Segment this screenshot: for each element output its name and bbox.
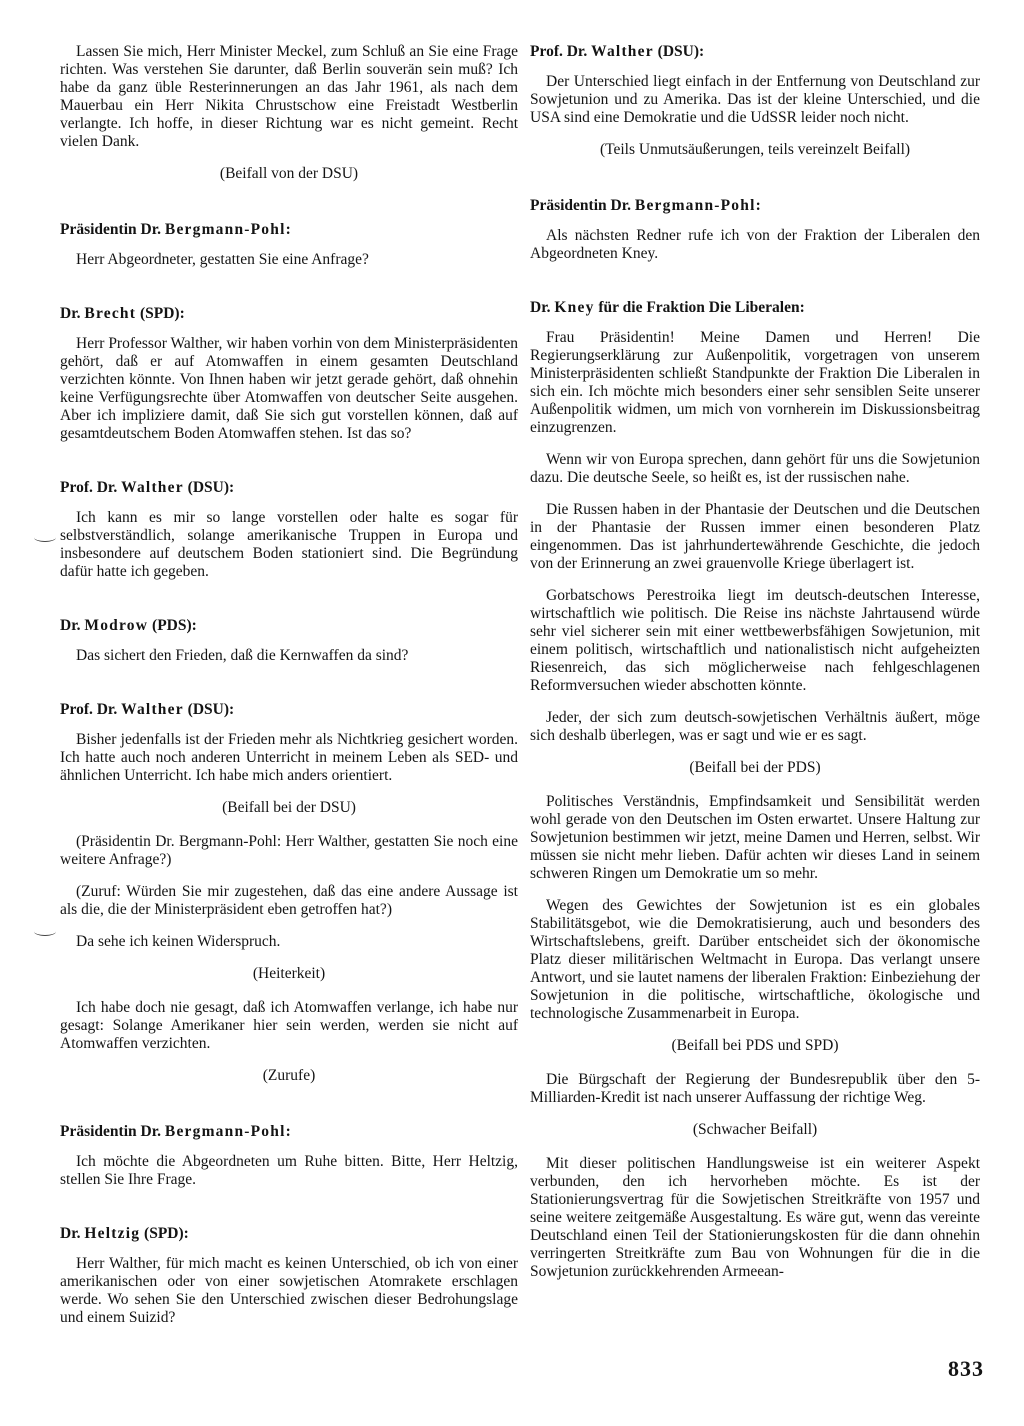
paragraph: Ich kann es mir so lange vorstellen oder halte es sogar für selbstverständlich, solange amerikanische Truppen in Europa und insbesondere auf deutschem Boden stationiert sind. Die Begründung dafür hatte ich gegeben. — [60, 509, 518, 580]
speaker-heading — [60, 221, 518, 239]
interjection: (Zurufe) — [262, 1067, 316, 1084]
margin-mark — [34, 927, 56, 936]
spacer — [60, 457, 518, 479]
speaker-heading — [530, 197, 980, 215]
speaker-title: Präsidentin Dr. — [60, 1123, 165, 1140]
paragraph: Jeder, der sich zum deutsch-sowjetischen Verhältnis äußert, möge sich deshalb überlegen, was er sagt und wie er es sagt. — [530, 709, 980, 744]
speaker-affiliation: (DSU): — [183, 479, 235, 496]
spacer — [530, 175, 980, 197]
paragraph: Politisches Verständnis, Empfindsamkeit und Sensibilität werden wohl gerade von den Deutschen im Osten erwartet. Unsere Haltung zur Sowjetunion bestimmen wir jetzt, meine Damen und Herren, selbst. Wir müssen sie nicht mehr lieben. Dafür achten wir dieses Land in seinem schweren Ringen um Demokratie um so mehr. — [530, 793, 980, 882]
speaker-title: Dr. — [60, 305, 85, 322]
interjection: (Beifall bei der DSU) — [222, 799, 356, 816]
speaker-name: Walther — [121, 701, 184, 718]
speaker-affiliation: : — [285, 221, 291, 238]
left-column — [60, 43, 518, 1341]
spacer — [60, 595, 518, 617]
interjection: (Beifall bei der PDS) — [689, 759, 821, 776]
speaker-title: Dr. — [60, 617, 85, 634]
paragraph: Frau Präsidentin! Meine Damen und Herren! Die Regierungserklärung zur Außenpolitik, vorgetragen von unserem Ministerpräsidenten schließt Standpunkte der Fraktion Die Liberalen in sich ein. Ich möchte mich besonders einer sehr sensiblen Seite unserer Außenpolitik widmen, um mich von vornherein im Diskussionsbeitrag einzugrenzen. — [530, 329, 980, 436]
speaker-name: Kney — [554, 299, 595, 316]
speaker-heading — [60, 617, 518, 635]
speaker-title: Präsidentin Dr. — [60, 221, 165, 238]
paragraph: Gorbatschows Perestroika liegt im deutsch-deutschen Interesse, wirtschaftlich wie politisch. Die Reise ins nächste Jahrtausend würde sehr viel sicherer sein mit einer wettbewerbsfähigen Sowjetunion, mit einem politisch, wirtschaftlich und nationalistisch nicht aufgeheizten Riesenreich, das sich möglicherweise nach fehlgeschlagenen Reformversuchen wieder abschotten könnte. — [530, 587, 980, 694]
speaker-title: Prof. Dr. — [60, 479, 122, 496]
speaker-heading — [60, 1123, 518, 1141]
speaker-affiliation: (DSU): — [183, 701, 235, 718]
speaker-heading — [530, 299, 980, 317]
speaker-affiliation: für die Fraktion Die Liberalen: — [594, 299, 805, 316]
spacer — [530, 277, 980, 299]
paragraph: Der Unterschied liegt einfach in der Entfernung von Deutschland zur Sowjetunion und zu Amerika. Das ist der kleine Unterschied, und die USA sind eine Demokratie und die UdSSR leider noch nicht. — [530, 73, 980, 126]
speaker-title: Prof. Dr. — [60, 701, 122, 718]
interjection: (Beifall von der DSU) — [219, 165, 359, 182]
paragraph: Die Russen haben in der Phantasie der Deutschen und die Deutschen in der Phantasie der Russen immer einen besonderen Platz eingenommen. Das ist jahrhundertewährende Geschichte, die jedoch von der Erinnerung an zwei grauenvolle Kriege überlagert ist. — [530, 501, 980, 572]
interjection: (Schwacher Beifall) — [692, 1121, 818, 1138]
speaker-heading — [60, 305, 518, 323]
speaker-affiliation: (PDS): — [148, 617, 197, 634]
spacer — [60, 679, 518, 701]
speaker-name: Bergmann-Pohl — [634, 197, 756, 214]
paragraph: Die Bürgschaft der Regierung der Bundesrepublik über den 5-Milliarden-Kredit ist nach unserer Auffassung der richtige Weg. — [530, 1071, 980, 1106]
speaker-name: Modrow — [84, 617, 149, 634]
paragraph: Herr Abgeordneter, gestatten Sie eine Anfrage? — [76, 251, 369, 268]
right-column — [530, 43, 980, 1295]
speaker-name: Walther — [121, 479, 184, 496]
spacer — [60, 283, 518, 305]
paragraph: Ich möchte die Abgeordneten um Ruhe bitten. Bitte, Herr Heltzig, stellen Sie Ihre Frage. — [60, 1153, 518, 1188]
speaker-heading — [60, 479, 518, 497]
interjection: (Heiterkeit) — [252, 965, 326, 982]
speaker-name: Walther — [591, 43, 654, 60]
page-number: 833 — [948, 1356, 984, 1381]
paragraph: Mit dieser politischen Handlungsweise ist ein weiterer Aspekt verbunden, den ich hervorheben möchte. Es ist der Stationierungsvertrag für die Sowjetischen Streitkräfte von 1957 und seine weitere zeitgemäße Ausgestaltung. Es wäre gut, wenn das vereinte Deutschland einen Teil der Stationierungskosten für die dann ohnehin verringerten Streitkräfte zum Bau von Wohnungen für die in die Sowjetunion zurückkehrenden Armeean- — [530, 1155, 980, 1280]
paragraph: (Präsidentin Dr. Bergmann-Pohl: Herr Walther, gestatten Sie noch eine weitere Anfrage?) — [60, 833, 518, 868]
paragraph: Herr Walther, für mich macht es keinen Unterschied, ob ich von einer amerikanischen oder von einer sowjetischen Atomrakete erschlagen werde. Wo sehen Sie den Unterschied zwischen dieser Bedrohungslage und einem Suizid? — [60, 1255, 518, 1326]
speaker-name: Bergmann-Pohl — [164, 1123, 286, 1140]
speaker-heading — [60, 1225, 518, 1243]
speaker-title: Dr. — [530, 299, 555, 316]
paragraph: Da sehe ich keinen Widerspruch. — [76, 933, 281, 950]
paragraph: Das sichert den Frieden, daß die Kernwaffen da sind? — [76, 647, 409, 664]
speaker-name: Heltzig — [84, 1225, 141, 1242]
speaker-affiliation: (SPD): — [136, 305, 185, 322]
speaker-affiliation: : — [755, 197, 761, 214]
spacer — [60, 1101, 518, 1123]
speaker-title: Prof. Dr. — [530, 43, 592, 60]
speaker-name: Bergmann-Pohl — [164, 221, 286, 238]
paragraph: Herr Professor Walther, wir haben vorhin von dem Ministerpräsidenten gehört, daß er auf Atomwaffen in einem gesamten Deutschland verzichten könnte. Von Ihnen haben wir jetzt gerade gehört, daß ohnehin keine Verfügungsrechte über Atomwaffen von deutscher Seite ausgehen. Aber ich impliziere damit, daß Sie sich gut vorstellen können, daß auf gesamtdeutschem Boden Atomwaffen stehen. Ist das so? — [60, 335, 518, 442]
speaker-heading — [60, 701, 518, 719]
speaker-heading — [530, 43, 980, 61]
speaker-affiliation: (DSU): — [653, 43, 705, 60]
interjection: (Teils Unmutsäußerungen, teils vereinzelt Beifall) — [599, 141, 911, 158]
paragraph: Ich habe doch nie gesagt, daß ich Atomwaffen verlange, ich habe nur gesagt: Solange Amerikaner hier sein werden, werden sie nicht auf Atomwaffen verzichten. — [60, 999, 518, 1052]
margin-mark — [34, 533, 56, 542]
speaker-title: Dr. — [60, 1225, 85, 1242]
interjection: (Beifall bei PDS und SPD) — [671, 1037, 839, 1054]
paragraph: (Zuruf: Würden Sie mir zugestehen, daß das eine andere Aussage ist als die, die der Ministerpräsident eben getroffen hat?) — [60, 883, 518, 918]
speaker-affiliation: : — [285, 1123, 291, 1140]
paragraph: Wenn wir von Europa sprechen, dann gehört für uns die Sowjetunion dazu. Die deutsche Seele, so heißt es, ist der russischen nahe. — [530, 451, 980, 486]
paragraph: Bisher jedenfalls ist der Frieden mehr als Nichtkrieg gesichert worden. Ich hatte auch noch anderen Unterricht in meinem Leben als SED- und ähnlichen Unterricht. Ich habe mich anders orientiert. — [60, 731, 518, 784]
speaker-affiliation: (SPD): — [140, 1225, 189, 1242]
spacer — [60, 199, 518, 221]
speaker-title: Präsidentin Dr. — [530, 197, 635, 214]
spacer — [60, 1203, 518, 1225]
speaker-name: Brecht — [84, 305, 137, 322]
paragraph: Als nächsten Redner rufe ich von der Fraktion der Liberalen den Abgeordneten Kney. — [530, 227, 980, 262]
paragraph: Lassen Sie mich, Herr Minister Meckel, zum Schluß an Sie eine Frage richten. Was verstehen Sie darunter, daß Berlin souverän sein muß? Ich habe da ganz üble Resterinnerungen an das Jahr 1961, als nach dem Mauerbau ein Herr Nikita Chrustschow eine Freistadt Westberlin verlangte. Ich hoffe, in dieser Richtung war es nicht gemeint. Recht vielen Dank. — [60, 43, 518, 150]
paragraph: Wegen des Gewichtes der Sowjetunion ist es ein globales Stabilitätsgebot, wie die Demokratisierung, auch und besonders des Wirtschaftslebens, greift. Darüber entscheidet sich der ökonomische Platz dieser militärischen Weltmacht in Europa. Das verlangt unsere Antwort, und sie lautet namens der liberalen Fraktion: Einbeziehung der Sowjetunion in die politische, wirtschaftliche, ökologische und technologische Zusammenarbeit in Europa. — [530, 897, 980, 1022]
